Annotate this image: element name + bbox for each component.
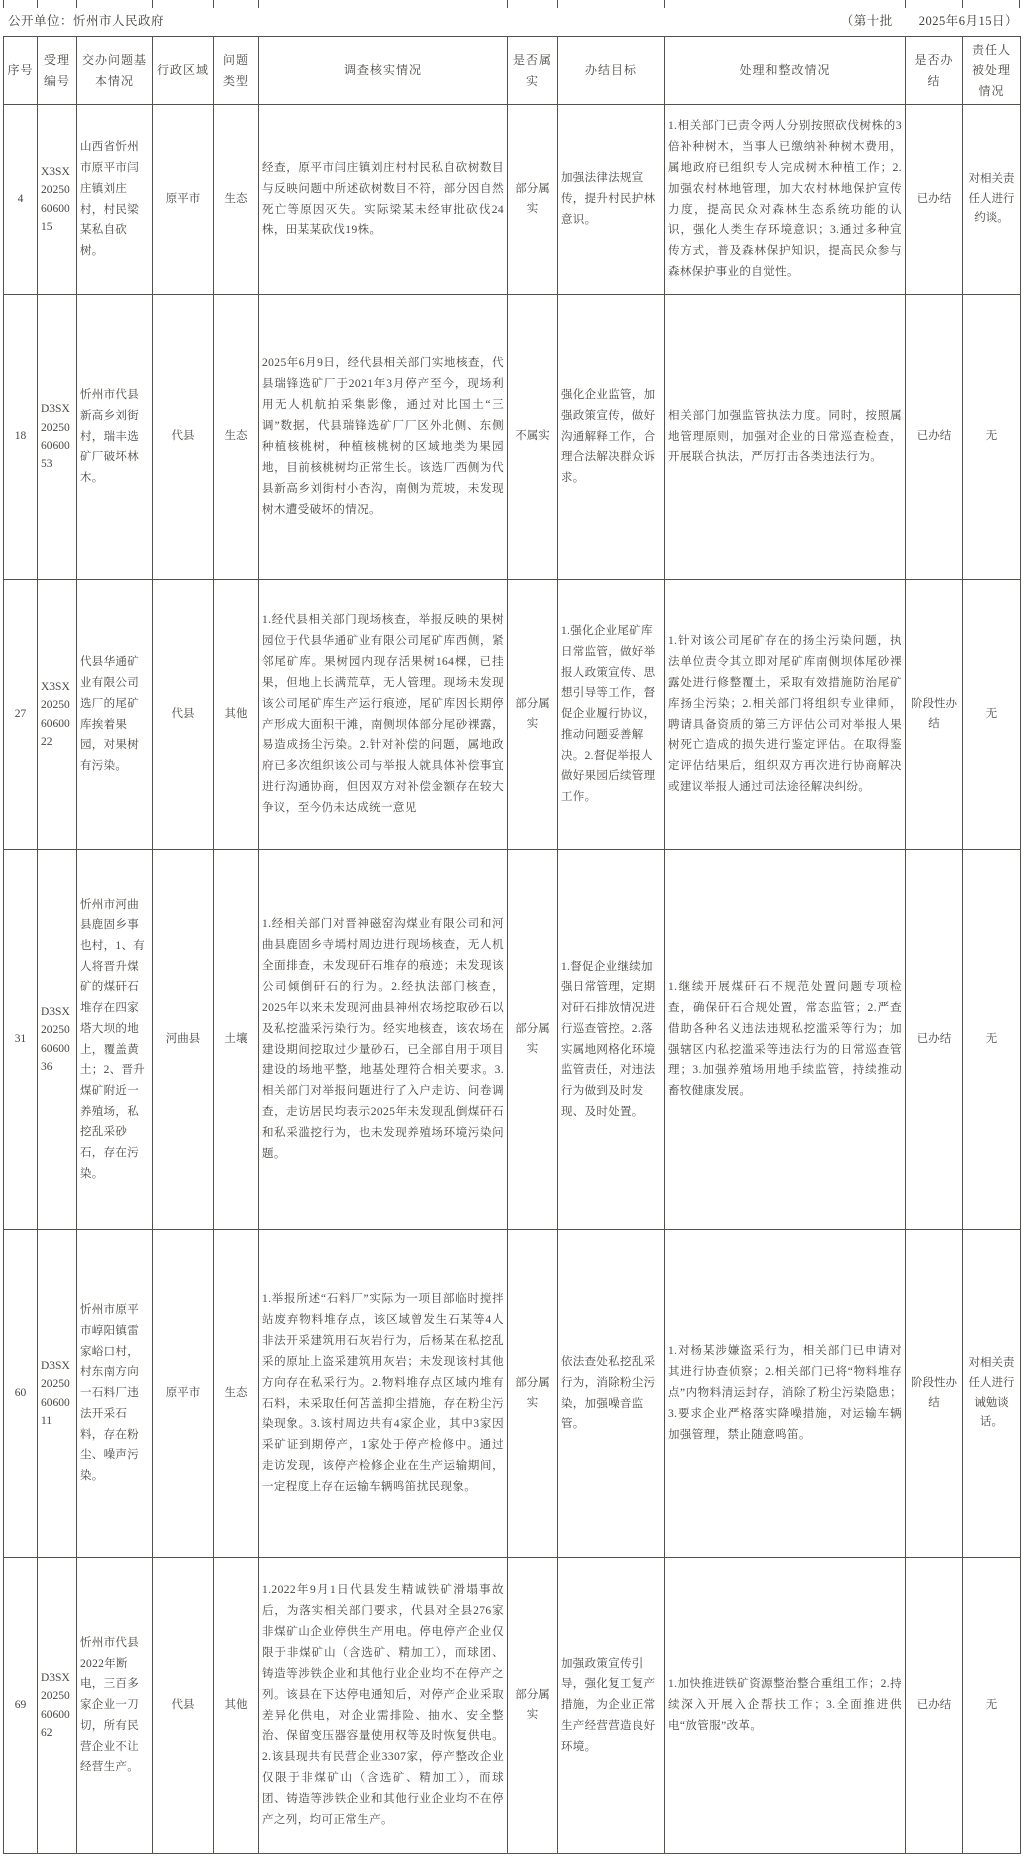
cell-status: 阶段性办结 [906, 580, 963, 850]
col-header-type: 问题类型 [214, 37, 259, 105]
cell-issue: 忻州市河曲县鹿固乡事也村，1、有人将晋升煤矿的煤矸石堆存在四家塔大坝的地上，覆盖黄土；2、晋升煤矿附近一养殖场，私挖乱采砂石，存在污染。 [77, 850, 153, 1230]
cell-accountability: 无 [963, 295, 1021, 580]
complaints-table [3, 36, 1021, 1854]
cell-status: 已办结 [906, 105, 963, 295]
cropped-row-stub [3, 0, 1020, 8]
cell-region: 原平市 [153, 105, 214, 295]
cell-type: 生态 [214, 295, 259, 580]
cell-verified: 部分属实 [508, 1558, 558, 1854]
col-header-status: 是否办结 [906, 37, 963, 105]
cell-seq: 4 [4, 105, 38, 295]
cell-investigation: 2025年6月9日，经代县相关部门实地核查，代县瑞锋选矿厂于2021年3月停产至今，现场利用无人机航拍采集影像，通过对比国土“三调”数据，代县瑞锋选矿厂厂区外北侧、东侧种植核桃树，种植核桃树的区域地类为果园地，目前核桃树均正常生长。该选厂西侧为代县新高乡刘街村小杏沟，南侧为荒坡，未发现树木遭受破坏的情况。 [259, 295, 508, 580]
col-header-case-no: 受理编号 [38, 37, 77, 105]
col-header-accountability: 责任人被处理情况 [963, 37, 1021, 105]
table-row [4, 1230, 1021, 1558]
cell-handling: 1.对杨某涉嫌盗采行为，相关部门已申请对其进行协查侦察；2.相关部门已将“物料堆存点”内物料清运封存，消除了粉尘污染隐患；3.要求企业严格落实降噪措施，对运输车辆加强管理，禁止随意鸣笛。 [665, 1230, 906, 1558]
cell-handling: 相关部门加强监管执法力度。同时，按照属地管理原则，加强对企业的日常巡查检查，开展联合执法，严厉打击各类违法行为。 [665, 295, 906, 580]
cell-accountability: 对相关责任人进行约谈。 [963, 105, 1021, 295]
cell-case-no: D3SX202506060053 [38, 295, 77, 580]
cell-accountability: 对相关责任人进行诫勉谈话。 [963, 1230, 1021, 1558]
document-header [0, 8, 1024, 36]
cell-handling: 1.针对该公司尾矿存在的扬尘污染问题，执法单位责令其立即对尾矿库南侧坝体尾砂裸露处进行修整覆土，采取有效措施防治尾矿库扬尘污染；2.相关部门将组织专业律师，聘请具备资质的第三方评估公司对举报人果树死亡造成的损失进行鉴定评估。在取得鉴定评估结果后，组织双方再次进行协商解决或建议举报人通过司法途径解决纠纷。 [665, 580, 906, 850]
cell-verified: 部分属实 [508, 105, 558, 295]
cell-accountability: 无 [963, 850, 1021, 1230]
cell-seq: 31 [4, 850, 38, 1230]
cell-issue: 山西省忻州市原平市闫庄镇刘庄村，村民梁某私自砍树。 [77, 105, 153, 295]
cell-verified: 部分属实 [508, 1230, 558, 1558]
cell-verified: 部分属实 [508, 580, 558, 850]
cell-case-no: D3SX202506060011 [38, 1230, 77, 1558]
table-header-row [4, 37, 1021, 105]
col-header-issue: 交办问题基本情况 [77, 37, 153, 105]
cell-case-no: X3SX202506060022 [38, 580, 77, 850]
cell-goal: 1.督促企业继续加强日常管理，定期对矸石排放情况进行巡查管控。2.落实属地网格化环境监管责任，对违法行为做到及时发现、及时处置。 [558, 850, 665, 1230]
cell-investigation: 1.经相关部门对晋神磁窑沟煤业有限公司和河曲县鹿固乡寺墕村周边进行现场核查，无人机全面排查，未发现矸石堆存的痕迹；未发现该公司倾倒矸石的行为。2.经执法部门核查，2025年以来未发现河曲县神州农场挖取砂石以及私挖滥采污染行为。经实地核查，该农场在建设期间挖取过少量砂石，已全部自用于项目建设的场地平整，地基处理符合相关要求。3.相关部门对举报问题进行了入户走访、问卷调查，走访居民均表示2025年未发现乱倒煤矸石和私采滥挖行为，也未发现养殖场环境污染问题。 [259, 850, 508, 1230]
cell-goal: 加强法律法规宣传，提升村民护林意识。 [558, 105, 665, 295]
cell-status: 已办结 [906, 295, 963, 580]
cell-seq: 27 [4, 580, 38, 850]
cell-status: 已办结 [906, 1558, 963, 1854]
col-header-handling: 处理和整改情况 [665, 37, 906, 105]
cell-case-no: D3SX202506060036 [38, 850, 77, 1230]
cell-handling: 1.相关部门已责令两人分别按照砍伐树株的3倍补种树木，当事人已缴纳补种树木费用，属地政府已组织专人完成树木种植工作；2.加强农村林地管理，加大农村林地保护宣传力度，提高民众对森林生态系统功能的认识，强化人类生存环境意识；3.通过多种宣传方式，普及森林保护知识，提高民众参与森林保护事业的自觉性。 [665, 105, 906, 295]
cell-investigation: 1.2022年9月1日代县发生精诚铁矿滑塌事故后，为落实相关部门要求，代县对全县276家非煤矿山企业停供生产用电。停电停产企业仅限于非煤矿山（含选矿、精加工），而球团、铸造等涉铁企业和其他行业企业均不在停产之列。该县在下达停电通知后，对停产企业采取差异化供电，对企业需排险、抽水、安全整治、保留变压器容量使用权等及时恢复供电。2.该县现共有民营企业3307家，停产整改企业仅限于非煤矿山（含选矿、精加工），而球团、铸造等涉铁企业和其他行业企业均不在停产之列，均可正常生产。 [259, 1558, 508, 1854]
cell-issue: 忻州市代县2022年断电，三百多家企业一刀切，所有民营企业不让经营生产。 [77, 1558, 153, 1854]
table-row [4, 580, 1021, 850]
cell-accountability: 无 [963, 580, 1021, 850]
cell-seq: 60 [4, 1230, 38, 1558]
cell-investigation: 1.经代县相关部门现场核查，举报反映的果树园位于代县华通矿业有限公司尾矿库西侧，紧邻尾矿库。果树园内现存活果树164棵，已挂果，但地上长满荒草，无人管理。现场未发现该公司尾矿库生产运行痕迹，尾矿库因长期停产形成大面积干滩，南侧坝体部分尾砂裸露，易造成扬尘污染。2.针对补偿的问题，属地政府已多次组织该公司与举报人就具体补偿事宜进行沟通协商，但因双方对补偿金额存在较大争议，至今仍未达成统一意见 [259, 580, 508, 850]
publisher-label: 公开单位：忻州市人民政府 [8, 14, 165, 28]
table-row [4, 295, 1021, 580]
cell-case-no: D3SX202506060062 [38, 1558, 77, 1854]
col-header-goal: 办结目标 [558, 37, 665, 105]
cell-seq: 69 [4, 1558, 38, 1854]
cell-issue: 忻州市原平市崞阳镇雷家峪口村，村东南方向一石料厂违法开采石料，存在粉尘、噪声污染。 [77, 1230, 153, 1558]
cell-accountability: 无 [963, 1558, 1021, 1854]
cell-status: 已办结 [906, 850, 963, 1230]
cell-type: 土壤 [214, 850, 259, 1230]
cell-issue: 忻州市代县新高乡刘街村，瑞丰选矿厂破坏林木。 [77, 295, 153, 580]
cell-type: 其他 [214, 580, 259, 850]
table-row [4, 105, 1021, 295]
cell-goal: 1.强化企业尾矿库日常监管，做好举报人政策宣传、思想引导等工作，督促企业履行协议，推动问题妥善解决。2.督促举报人做好果园后续管理工作。 [558, 580, 665, 850]
cell-handling: 1.继续开展煤矸石不规范处置问题专项检查，确保矸石合规处置，常态监管；2.严查借助各种名义违法违规私挖滥采等行为；加强辖区内私挖滥采等违法行为的日常巡查管理；3.加强养殖场用地手续监管，持续推动畜牧健康发展。 [665, 850, 906, 1230]
table-row [4, 1558, 1021, 1854]
cell-goal: 加强政策宣传引导，强化复工复产措施，为企业正常生产经营营造良好环境。 [558, 1558, 665, 1854]
cell-issue: 代县华通矿业有限公司选厂的尾矿库挨着果园，对果树有污染。 [77, 580, 153, 850]
cell-case-no: X3SX202506060015 [38, 105, 77, 295]
col-header-investigation: 调查核实情况 [259, 37, 508, 105]
table-row [4, 850, 1021, 1230]
cell-seq: 18 [4, 295, 38, 580]
cell-region: 代县 [153, 295, 214, 580]
cell-type: 其他 [214, 1558, 259, 1854]
cell-region: 原平市 [153, 1230, 214, 1558]
cell-investigation: 1.举报所述“石料厂”实际为一项目部临时搅拌站废弃物料堆存点，该区域曾发生石某等4人非法开采建筑用石灰岩行为，后杨某在私挖乱采的原址上盗采建筑用灰岩；未发现该村其他方向存在私采行为。2.物料堆存点区域内堆有石料，未采取任何苫盖抑尘措施，存在粉尘污染现象。3.该村周边共有4家企业，其中3家因采矿证到期停产，1家处于停产检修中。通过走访发现，该停产检修企业在生产运输期间，一定程度上存在运输车辆鸣笛扰民现象。 [259, 1230, 508, 1558]
cell-type: 生态 [214, 1230, 259, 1558]
cell-verified: 部分属实 [508, 850, 558, 1230]
cell-verified: 不属实 [508, 295, 558, 580]
cell-type: 生态 [214, 105, 259, 295]
cell-investigation: 经查，原平市闫庄镇刘庄村村民私自砍树数目与反映问题中所述砍树数目不符，部分因自然死亡等原因灭失。实际梁某未经审批砍伐24株，田某某砍伐19株。 [259, 105, 508, 295]
cell-handling: 1.加快推进铁矿资源整治整合重组工作；2.持续深入开展入企帮扶工作；3.全面推进供电“放管服”改革。 [665, 1558, 906, 1854]
cell-status: 阶段性办结 [906, 1230, 963, 1558]
col-header-region: 行政区域 [153, 37, 214, 105]
cell-region: 代县 [153, 580, 214, 850]
col-header-seq: 序号 [4, 37, 38, 105]
col-header-verified: 是否属实 [508, 37, 558, 105]
cell-region: 代县 [153, 1558, 214, 1854]
cell-goal: 依法查处私挖乱采行为，消除粉尘污染，加强噪音监管。 [558, 1230, 665, 1558]
cell-region: 河曲县 [153, 850, 214, 1230]
batch-date-label: （第十批 2025年6月15日） [840, 14, 1018, 28]
cell-goal: 强化企业监管，加强政策宣传，做好沟通解释工作，合理合法解决群众诉求。 [558, 295, 665, 580]
